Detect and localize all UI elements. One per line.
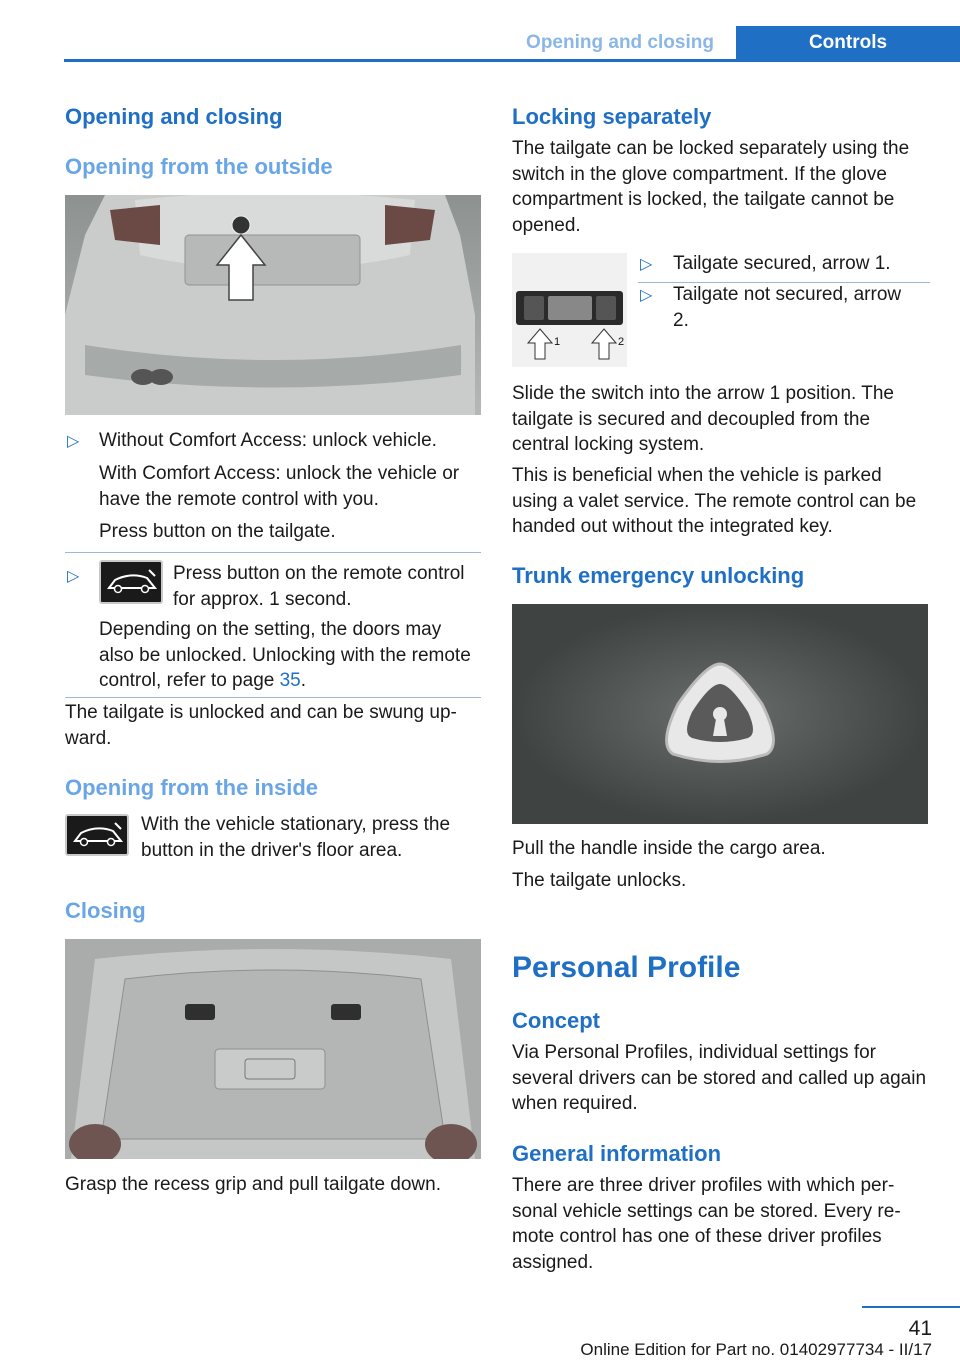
concept-text: Via Personal Profiles, individual settings for several drivers can be stored and called up again when required. bbox=[512, 1042, 927, 1114]
remote-car-button-icon bbox=[99, 560, 163, 604]
heading-opening-inside: Opening from the inside bbox=[65, 775, 319, 800]
pull-text: Pull the handle inside the cargo area. bbox=[512, 838, 826, 859]
locking-text: The tailgate can be locked separately using the switch in the glove compartment. If the glove compartment is locked, the tailgate cannot be opened. bbox=[512, 138, 910, 236]
figure-emergency-handle bbox=[512, 604, 928, 824]
item2-text: Press button on the remote control for approx. 1 second. bbox=[173, 563, 465, 610]
closing-text: Grasp the recess grip and pull tailgate down. bbox=[65, 1174, 441, 1195]
footer-rule bbox=[862, 1306, 960, 1308]
beneficial-text: This is beneficial when the vehicle is parked using a valet service. The remote control can be handed out without the integrated key. bbox=[512, 465, 917, 537]
bullet-marker: ▷ bbox=[640, 256, 653, 273]
page-number: 41 bbox=[908, 1317, 932, 1340]
page-link-35[interactable]: 35 bbox=[279, 670, 301, 691]
unlocked-text: The tailgate is unlocked and can be swung upward. bbox=[65, 702, 457, 749]
separator bbox=[65, 552, 481, 553]
header-section-title: Opening and closing bbox=[526, 32, 714, 53]
slide-text: Slide the switch into the arrow 1 position. The tailgate is secured and decoupled from the central locking system. bbox=[512, 383, 894, 455]
heading-locking-separately: Locking separately bbox=[512, 104, 712, 129]
heading-general-information: General information bbox=[512, 1141, 722, 1166]
bullet-marker: ▷ bbox=[640, 287, 653, 304]
switch-arrow-1-label: 1 bbox=[554, 336, 561, 348]
footer-edition: Online Edition for Part no. 01402977734 - II/17 bbox=[580, 1340, 932, 1359]
heading-opening-outside: Opening from the outside bbox=[65, 154, 333, 179]
figure-tailgate-switch bbox=[512, 253, 627, 367]
heading-personal-profile: Personal Profile bbox=[512, 951, 741, 984]
item1-line1: Without Comfort Access: unlock vehicle. bbox=[99, 430, 437, 451]
figure-trunk-open bbox=[65, 939, 481, 1159]
separator bbox=[65, 697, 481, 698]
switch-arrow-2-label: 2 bbox=[618, 336, 625, 348]
heading-opening-closing: Opening and closing bbox=[65, 104, 283, 129]
header-tab-controls: Controls bbox=[736, 26, 960, 62]
driver-floor-button-icon bbox=[65, 814, 129, 856]
item1-line2: With Comfort Access: unlock the vehicle or have the remote control with you. bbox=[99, 463, 460, 510]
unlocks-text: The tailgate unlocks. bbox=[512, 870, 687, 891]
heading-closing: Closing bbox=[65, 898, 146, 923]
inside-text: With the vehicle stationary, press the button in the driver's floor area. bbox=[141, 814, 451, 861]
item2-more: Depending on the setting, the doors may also be unlocked. Unlocking with the remote control, refer to page 35. bbox=[99, 619, 471, 691]
bullet-marker: ▷ bbox=[67, 433, 80, 450]
bullet-tailgate-not-secured: Tailgate not secured, arrow 2. bbox=[673, 284, 902, 331]
figure-car-rear bbox=[65, 195, 481, 415]
heading-concept: Concept bbox=[512, 1008, 600, 1033]
general-text: There are three driver profiles with which personal vehicle settings can be stored. Every remote control has one of these driver profiles assigned. bbox=[512, 1175, 901, 1273]
header-rule bbox=[64, 59, 960, 62]
item1-line3: Press button on the tailgate. bbox=[99, 521, 336, 542]
heading-trunk-emergency: Trunk emergency unlocking bbox=[512, 563, 805, 588]
bullet-marker: ▷ bbox=[67, 568, 80, 585]
bullet-tailgate-secured: Tailgate secured, arrow 1. bbox=[673, 253, 891, 274]
